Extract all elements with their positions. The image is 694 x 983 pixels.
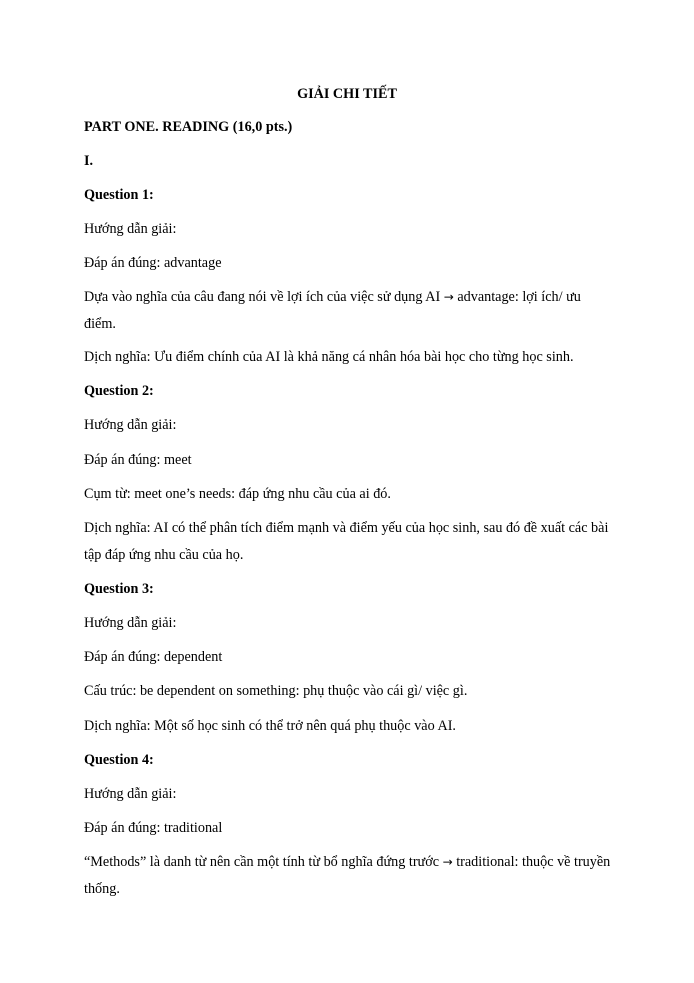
guide-label: Hướng dẫn giải: <box>84 615 177 631</box>
explanation-line: Cụm từ: meet one’s needs: đáp ứng nhu cầu của ai đó. <box>84 486 391 502</box>
translation-line: Dịch nghĩa: Một số học sinh có thể trở nên quá phụ thuộc vào AI. <box>84 718 456 734</box>
answer-line: Đáp án đúng: dependent <box>84 649 223 665</box>
explanation-line <box>84 284 614 338</box>
part-heading: PART ONE. READING (16,0 pts.) <box>84 119 293 135</box>
explanation-text: traditional: thuộc về truyền thống. <box>84 854 611 897</box>
answer-line: Đáp án đúng: traditional <box>84 820 223 836</box>
explanation-line <box>84 849 614 903</box>
guide-label: Hướng dẫn giải: <box>84 786 177 802</box>
right-arrow-icon: → <box>442 855 453 869</box>
question-heading: Question 3: <box>84 581 154 597</box>
explanation-text: “Methods” là danh từ nên cần một tính từ bổ nghĩa đứng trước <box>84 854 440 870</box>
section-label: I. <box>84 153 94 169</box>
explanation-text: advantage: lợi ích/ ưu điểm. <box>84 289 581 332</box>
answer-line: Đáp án đúng: meet <box>84 452 192 468</box>
translation-line: Dịch nghĩa: AI có thể phân tích điểm mạnh và điểm yếu của học sinh, sau đó đề xuất các bài tập đáp ứng nhu cầu của họ. <box>84 520 609 563</box>
page-title: GIẢI CHI TIẾT <box>297 86 397 102</box>
right-arrow-icon: → <box>443 290 454 304</box>
question-heading: Question 1: <box>84 187 154 203</box>
question-heading: Question 4: <box>84 752 154 768</box>
translation-line: Dịch nghĩa: Ưu điểm chính của AI là khả năng cá nhân hóa bài học cho từng học sinh. <box>84 349 574 365</box>
guide-label: Hướng dẫn giải: <box>84 417 177 433</box>
question-heading: Question 2: <box>84 383 154 399</box>
answer-line: Đáp án đúng: advantage <box>84 255 222 271</box>
explanation-line: Cấu trúc: be dependent on something: phụ thuộc vào cái gì/ việc gì. <box>84 683 468 699</box>
explanation-text: Dựa vào nghĩa của câu đang nói về lợi ích của việc sử dụng AI <box>84 289 441 305</box>
guide-label: Hướng dẫn giải: <box>84 221 177 237</box>
